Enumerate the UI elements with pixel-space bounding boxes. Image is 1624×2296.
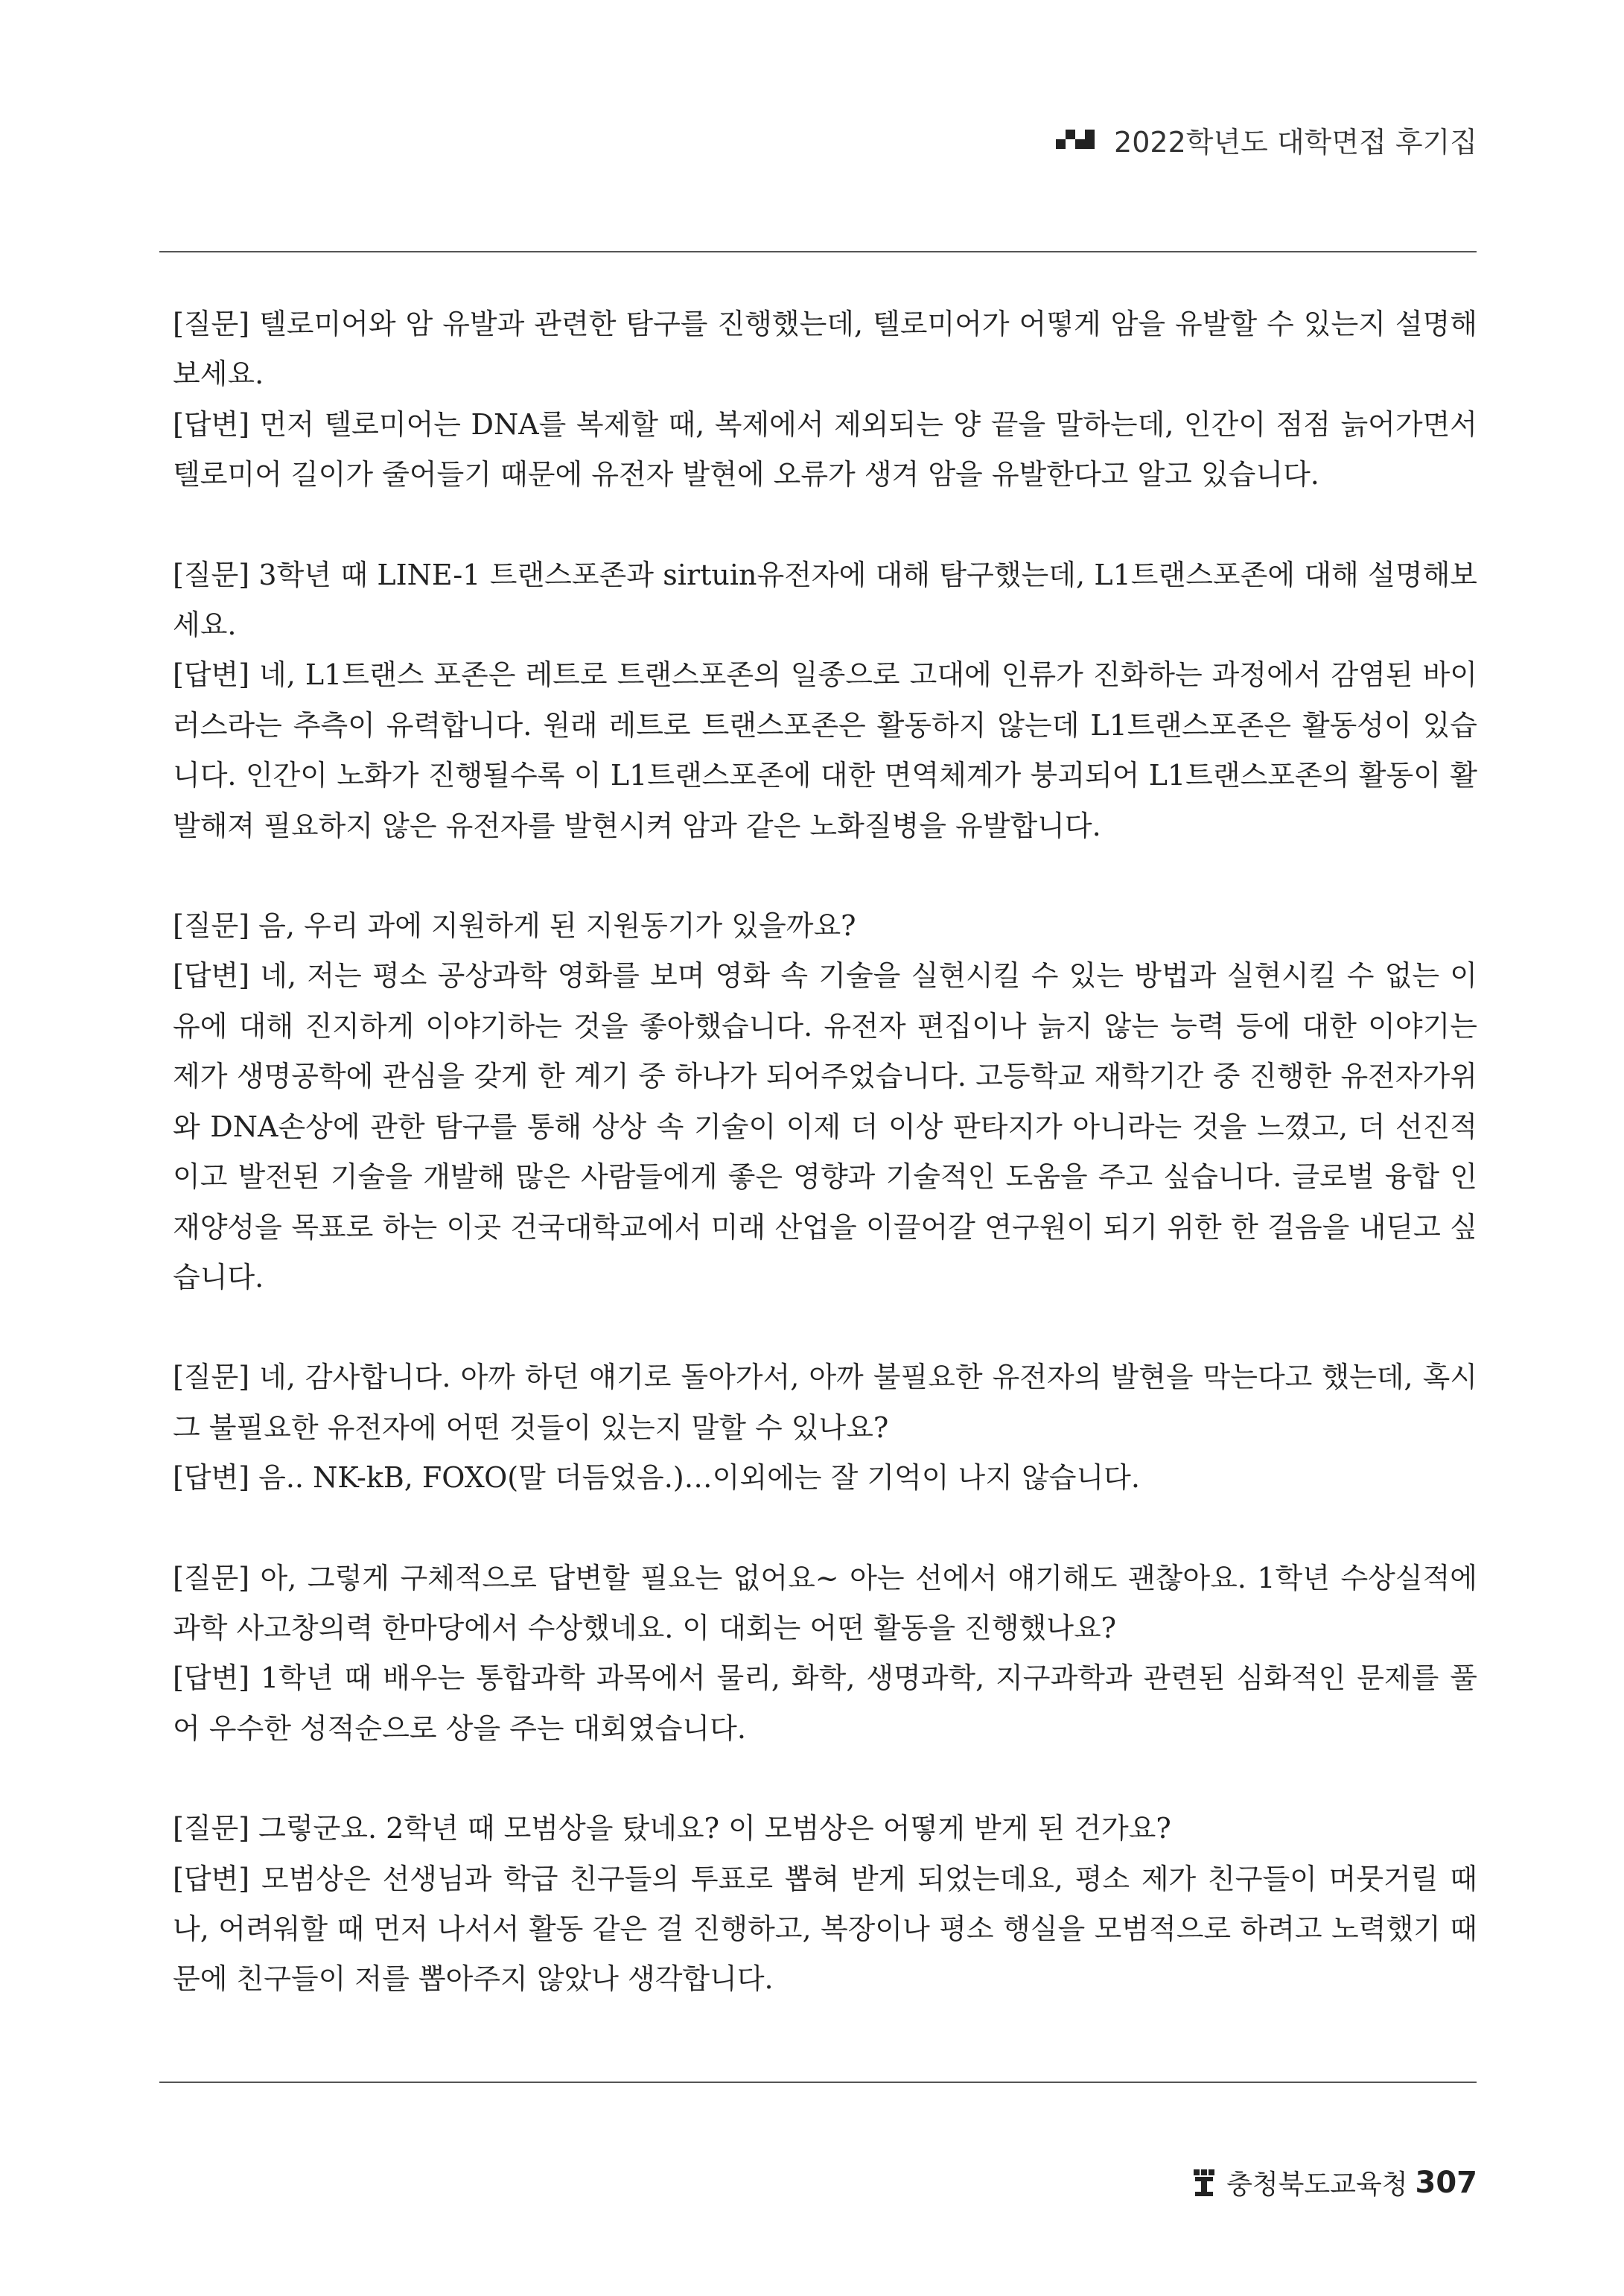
qa-block	[173, 1554, 1477, 1755]
answer-text: [답변] 네, 저는 평소 공상과학 영화를 보며 영화 속 기술을 실현시킬 수 있는 방법과 실현시킬 수 없는 이유에 대해 진지하게 이야기하는 것을 좋아했습니다. 유전자 편집이나 늙지 않는 능력 등에 대한 이야기는 제가 생명공학에 관심을 갖게 한 계기 중 하나가 되어주었습니다. 고등학교 재학기간 중 진행한 유전자가위와 DNA손상에 관한 탐구를 통해 상상 속 기술이 이제 더 이상 판타지가 아니라는 것을 느꼈고, 더 선진적이고 발전된 기술을 개발해 많은 사람들에게 좋은 영향과 기술적인 도움을 주고 싶습니다. 글로벌 융합 인재양성을 목표로 하는 이곳 건국대학교에서 미래 산업을 이끌어갈 연구원이 되기 위한 한 걸음을 내딛고 싶습니다.	[173, 959, 1477, 1294]
checker-pattern-icon	[1056, 130, 1101, 150]
question-text: [질문] 음, 우리 과에 지원하게 된 지원동기가 있을까요?	[173, 909, 856, 943]
question-text: [질문] 텔로미어와 암 유발과 관련한 탐구를 진행했는데, 텔로미어가 어떻게 암을 유발할 수 있는지 설명해보세요.	[173, 308, 1477, 391]
qa-block	[173, 299, 1477, 500]
answer-text: [답변] 음.. NK-kB, FOXO(말 더듬었음.)…이외에는 잘 기억이 나지 않습니다.	[173, 1461, 1140, 1495]
answer-text: [답변] 네, L1트랜스 포존은 레트로 트랜스포존의 일종으로 고대에 인류가 진화하는 과정에서 감염된 바이러스라는 추측이 유력합니다. 원래 레트로 트랜스포존은 활동하지 않는데 L1트랜스포존은 활동성이 있습니다. 인간이 노화가 진행될수록 이 L1트랜스포존에 대한 면역체계가 붕괴되어 L1트랜스포존의 활동이 활발해져 필요하지 않은 유전자를 발현시켜 암과 같은 노화질병을 유발합니다.	[173, 658, 1477, 842]
header-title: 2022학년도 대학면접 후기집	[1114, 126, 1477, 159]
interview-content	[173, 299, 1477, 2005]
header-divider	[159, 251, 1477, 252]
page-footer	[1192, 2163, 1477, 2201]
qa-block	[173, 901, 1477, 1303]
question-text: [질문] 3학년 때 LINE-1 트랜스포존과 sirtuin유전자에 대해 탐구했는데, L1트랜스포존에 대해 설명해보세요.	[173, 558, 1477, 642]
footer-divider	[159, 2082, 1477, 2083]
education-office-emblem-icon	[1192, 2168, 1216, 2198]
answer-text: [답변] 먼저 텔로미어는 DNA를 복제할 때, 복제에서 제외되는 양 끝을 말하는데, 인간이 점점 늙어가면서 텔로미어 길이가 줄어들기 때문에 유전자 발현에 오류가 생겨 암을 유발한다고 알고 있습니다.	[173, 407, 1477, 492]
question-text: [질문] 그렇군요. 2학년 때 모범상을 탔네요? 이 모범상은 어떻게 받게 된 건가요?	[173, 1812, 1171, 1845]
qa-block	[173, 1804, 1477, 2005]
question-text: [질문] 아, 그렇게 구체적으로 답변할 필요는 없어요~ 아는 선에서 얘기해도 괜찮아요. 1학년 수상실적에 과학 사고창의력 한마당에서 수상했네요. 이 대회는 어떤 활동을 진행했나요?	[173, 1561, 1477, 1644]
question-text: [질문] 네, 감사합니다. 아까 하던 얘기로 돌아가서, 아까 불필요한 유전자의 발현을 막는다고 했는데, 혹시 그 불필요한 유전자에 어떤 것들이 있는지 말할 수 있나요?	[173, 1361, 1477, 1444]
answer-text: [답변] 1학년 때 배우는 통합과학 과목에서 물리, 화학, 생명과학, 지구과학과 관련된 심화적인 문제를 풀어 우수한 성적순으로 상을 주는 대회였습니다.	[173, 1661, 1477, 1745]
answer-text: [답변] 모범상은 선생님과 학급 친구들의 투표로 뽑혀 받게 되었는데요, 평소 제가 친구들이 머뭇거릴 때나, 어려워할 때 먼저 나서서 활동 같은 걸 진행하고, 복장이나 평소 행실을 모범적으로 하려고 노력했기 때문에 친구들이 저를 뽑아주지 않았나 생각합니다.	[173, 1862, 1477, 1996]
page-number: 307	[1415, 2165, 1477, 2200]
qa-block	[173, 550, 1477, 851]
page-header	[1056, 119, 1477, 160]
qa-block	[173, 1352, 1477, 1503]
footer-organization: 충청북도교육청	[1226, 2169, 1408, 2200]
